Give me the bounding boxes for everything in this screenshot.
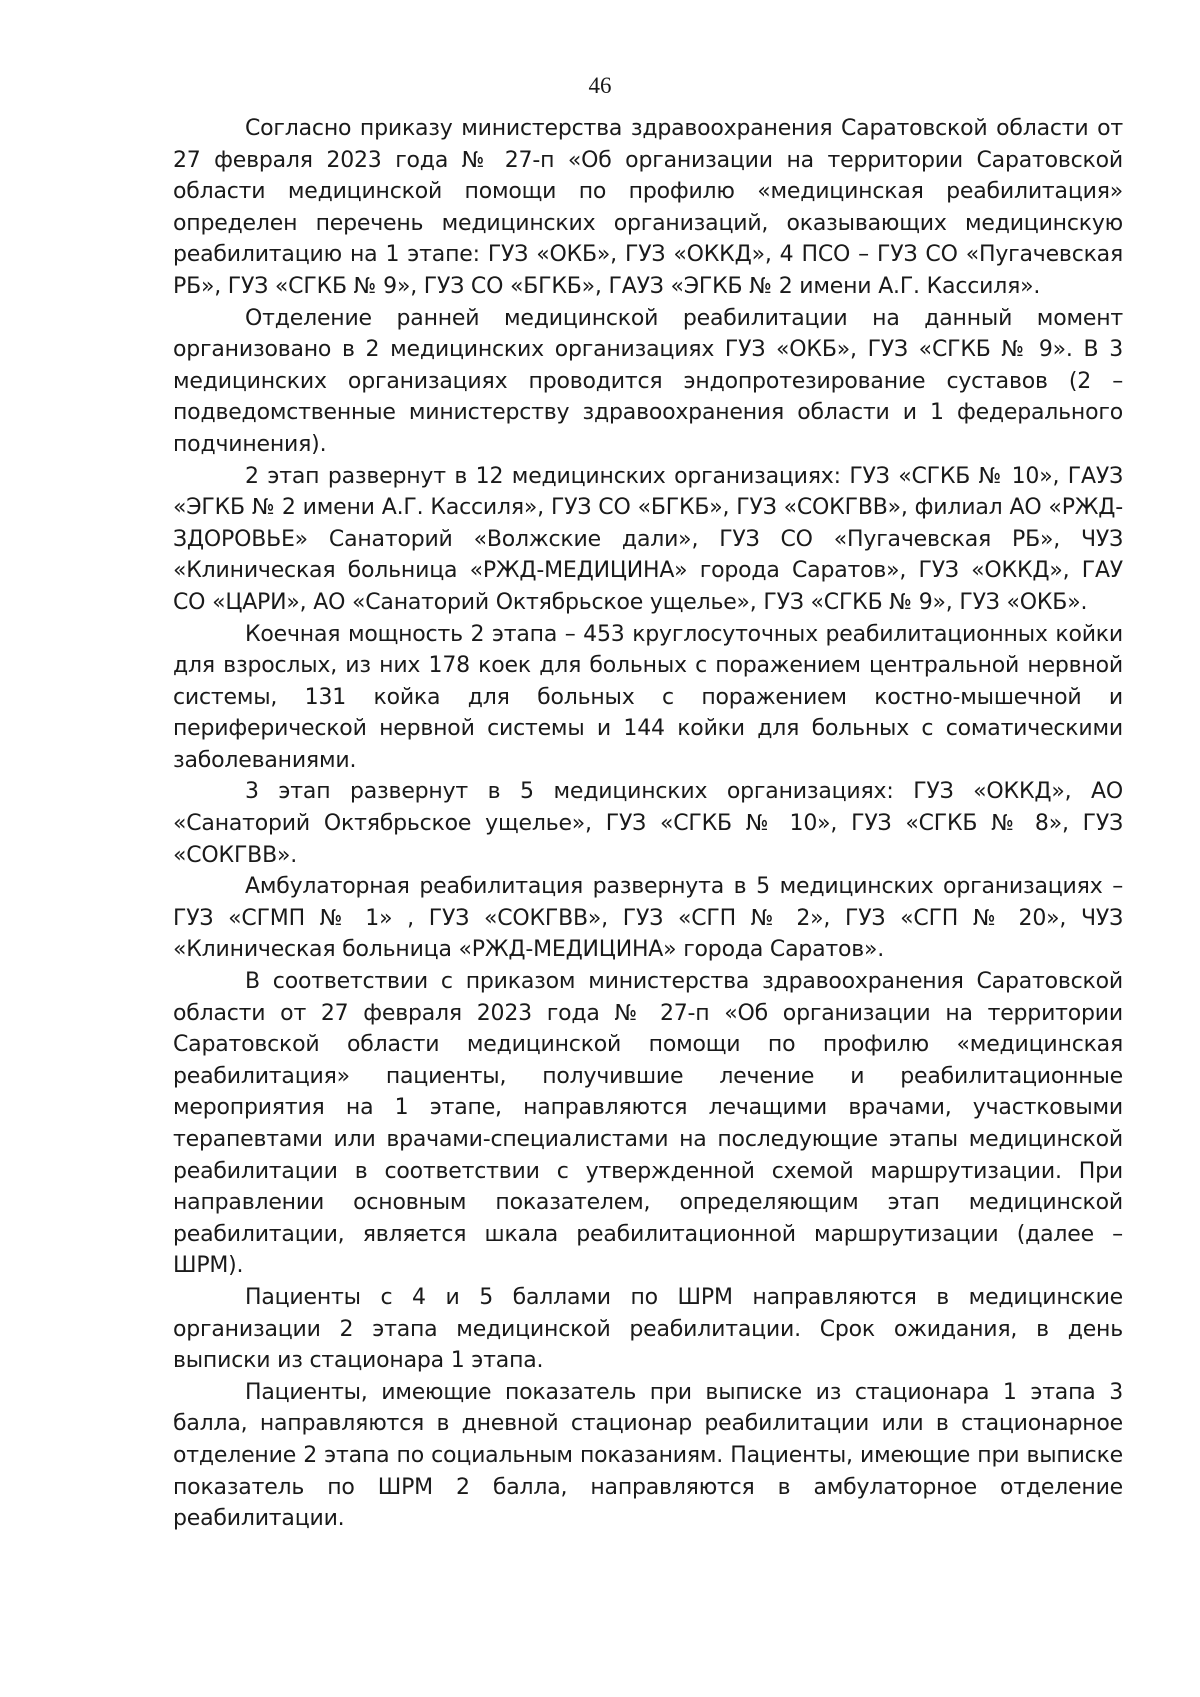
page-number: 46	[588, 73, 612, 98]
paragraph-stage3-organizations: 3 этап развернут в 5 медицинских организациях: ГУЗ «ОККД», АО «Санаторий Октябрьское ущелье», ГУЗ «СГКБ № 10», ГУЗ «СГКБ № 8», ГУЗ «СОКГВВ».	[173, 779, 1123, 868]
paragraph-srm-2-3-points: Пациенты, имеющие показатель при выписке из стационара 1 этапа 3 балла, направляются в дневной стационар реабилитации или в стационарное отделение 2 этапа по социальным показаниям. Пациенты, имеющие при выписке показатель по ШРМ 2 балла, направляются в амбулаторное отделение реабилитации.	[173, 1379, 1123, 1532]
document-body	[173, 113, 1123, 1535]
paragraph-stage2-bed-capacity: Коечная мощность 2 этапа – 453 круглосуточных реабилитационных койки для взрослых, из них 178 коек для больных с поражением центральной нервной системы, 131 койка для больных с поражением костно-мышечной и периферической нервной системы и 144 койки для больных с соматическими заболеваниями.	[173, 621, 1123, 773]
paragraph-stage2-organizations: 2 этап развернут в 12 медицинских организациях: ГУЗ «СГКБ № 10», ГАУЗ «ЭГКБ № 2 имени А.Г. Кассиля», ГУЗ СО «БГКБ», ГУЗ «СОКГВВ», филиал АО «РЖД-ЗДОРОВЬЕ» Санаторий «Волжские дали», ГУЗ СО «Пугачевская РБ», ЧУЗ «Клиническая больница «РЖД-МЕДИЦИНА» города Саратов», ГУЗ «ОККД», ГАУ СО «ЦАРИ», АО «Санаторий Октябрьское ущелье», ГУЗ «СГКБ № 9», ГУЗ «ОКБ».	[173, 463, 1123, 615]
paragraph-early-rehab-department: Отделение ранней медицинской реабилитации на данный момент организовано в 2 медицинских организациях ГУЗ «ОКБ», ГУЗ «СГКБ № 9». В 3 медицинских организациях проводится эндопротезирование суставов (2 – подведомственные министерству здравоохранения области и 1 федерального подчинения).	[173, 305, 1123, 457]
paragraph-outpatient-rehab: Амбулаторная реабилитация развернута в 5 медицинских организациях – ГУЗ «СГМП № 1» , ГУЗ «СОКГВВ», ГУЗ «СГП № 2», ГУЗ «СГП № 20», ЧУЗ «Клиническая больница «РЖД-МЕДИЦИНА» города Саратов».	[173, 874, 1123, 963]
paragraph-routing-order: В соответствии с приказом министерства здравоохранения Саратовской области от 27 февраля 2023 года № 27-п «Об организации на территории Саратовской области медицинской помощи по профилю «медицинская реабилитация» пациенты, получившие лечение и реабилитационные мероприятия на 1 этапе, направляются лечащими врачами, участковыми терапевтами или врачами-специалистами на последующие этапы медицинской реабилитации в соответствии с утвержденной схемой маршрутизации. При направлении основным показателем, определяющим этап медицинской реабилитации, является шкала реабилитационной маршрутизации (далее – ШРМ).	[173, 969, 1123, 1279]
paragraph-rehab-stage1-order: Согласно приказу министерства здравоохранения Саратовской области от 27 февраля 2023 года № 27-п «Об организации на территории Саратовской области медицинской помощи по профилю «медицинская реабилитация» определен перечень медицинских организаций, оказывающих медицинскую реабилитацию на 1 этапе: ГУЗ «ОКБ», ГУЗ «ОККД», 4 ПСО – ГУЗ СО «Пугачевская РБ», ГУЗ «СГКБ № 9», ГУЗ СО «БГКБ», ГАУЗ «ЭГКБ № 2 имени А.Г. Кассиля».	[173, 116, 1123, 299]
paragraph-srm-4-5-points: Пациенты с 4 и 5 баллами по ШРМ направляются в медицинские организации 2 этапа медицинской реабилитации. Срок ожидания, в день выписки из стационара 1 этапа.	[173, 1284, 1123, 1374]
